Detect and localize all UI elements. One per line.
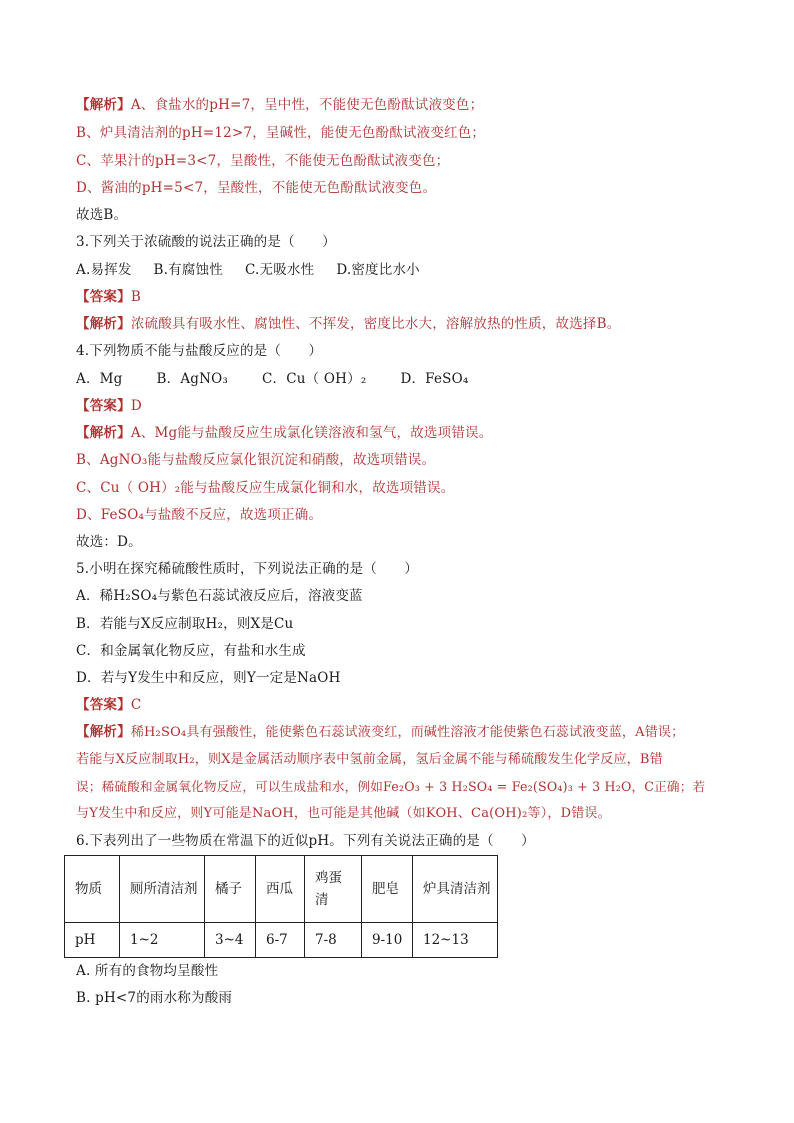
answer-tag: 【答案】 xyxy=(76,289,131,305)
table-row xyxy=(65,923,498,958)
q5-analysis-3: 误；稀硫酸和金属氧化物反应，可以生成盐和水，例如Fe₂O₃ + 3 H₂SO₄ = Fe₂(SO₄)₃ + 3 H₂O，C正确；若 xyxy=(76,779,706,794)
q3-option-d: D.密度比水小 xyxy=(336,262,420,278)
q4-option-a: A．Mg xyxy=(76,371,123,387)
q5-option-b: B．若能与X反应制取H₂，则X是Cu xyxy=(76,616,294,632)
q3-option-a: A.易挥发 xyxy=(76,262,132,278)
q4-options xyxy=(76,370,491,388)
table-cell: 9-10 xyxy=(362,923,413,958)
table-cell: 7-8 xyxy=(305,923,362,958)
q4-analysis-d: D、FeSO₄与盐酸不反应，故选项正确。 xyxy=(76,507,323,523)
table-cell: 西瓜 xyxy=(256,856,305,923)
q4-option-d: D．FeSO₄ xyxy=(400,371,469,387)
table-cell: 物质 xyxy=(65,856,120,923)
q2-analysis-d: D、酱油的pH=5<7，呈酸性，不能使无色酚酞试液变色。 xyxy=(76,180,437,196)
analysis-tag: 【解析】 xyxy=(76,724,131,740)
q4-analysis-c: C、Cu（ OH）₂能与盐酸反应生成氯化铜和水，故选项错误。 xyxy=(76,480,455,496)
q3-options xyxy=(76,261,442,279)
q2-analysis-a: 【解析】A、食盐水的pH=7，呈中性，不能使无色酚酞试液变色； xyxy=(76,97,484,113)
q5-option-c: C．和金属氧化物反应，有盐和水生成 xyxy=(76,643,306,659)
q5-option-d: D．若与Y发生中和反应，则Y一定是NaOH xyxy=(76,670,341,686)
q4-analysis-b: B、AgNO₃能与盐酸反应氯化银沉淀和硝酸，故选项错误。 xyxy=(76,452,436,468)
q3-stem: 3.下列关于浓硫酸的说法正确的是（ ） xyxy=(76,234,336,250)
table-row xyxy=(65,856,498,923)
q3-option-b: B.有腐蚀性 xyxy=(153,262,223,278)
q6-stem: 6.下表列出了一些物质在常温下的近似pH。下列有关说法正确的是（ ） xyxy=(76,833,535,849)
q3-answer: 【答案】B xyxy=(76,289,141,305)
q5-stem: 5.小明在探究稀硫酸性质时，下列说法正确的是（ ） xyxy=(76,561,419,577)
q5-analysis-2: 若能与X反应制取H₂，则X是金属活动顺序表中氢前金属，氢后金属不能与稀硫酸发生化学反应，B错 xyxy=(76,752,663,767)
table-cell: 橘子 xyxy=(205,856,256,923)
table-cell: 厕所清洁剂 xyxy=(120,856,205,923)
q5-analysis-1: 【解析】稀H₂SO₄具有强酸性，能使紫色石蕊试液变红，而碱性溶液才能使紫色石蕊试液变蓝，A错误； xyxy=(76,724,685,740)
q5-analysis-4: 与Y发生中和反应，则Y可能是NaOH，也可能是其他碱（如KOH、Ca(OH)₂等），D错误。 xyxy=(76,806,611,821)
q3-option-c: C.无吸水性 xyxy=(244,262,315,278)
q4-stem: 4.下列物质不能与盐酸反应的是（ ） xyxy=(76,343,323,359)
answer-tag: 【答案】 xyxy=(76,398,131,414)
answer-tag: 【答案】 xyxy=(76,697,131,713)
table-cell: 炉具清洁剂 xyxy=(413,856,498,923)
analysis-tag: 【解析】 xyxy=(76,425,131,441)
q3-analysis: 【解析】浓硫酸具有吸水性、腐蚀性、不挥发，密度比水大，溶解放热的性质，故选择B。 xyxy=(76,316,621,332)
table-cell: 6-7 xyxy=(256,923,305,958)
table-cell: 肥皂 xyxy=(362,856,413,923)
table-cell: pH xyxy=(65,923,120,958)
analysis-tag: 【解析】 xyxy=(76,316,131,332)
q2-analysis-b: B、炉具清洁剂的pH=12>7，呈碱性，能使无色酚酞试液变红色； xyxy=(76,125,486,141)
q6-option-b: B. pH<7的雨水称为酸雨 xyxy=(76,990,233,1006)
table-cell: 鸡蛋清 xyxy=(305,856,362,923)
q4-option-c: C．Cu（ OH）₂ xyxy=(262,371,367,387)
q4-answer: 【答案】D xyxy=(76,398,142,414)
q6-option-a: A. 所有的食物均呈酸性 xyxy=(76,963,219,979)
table-cell: 1~2 xyxy=(120,923,205,958)
analysis-tag: 【解析】 xyxy=(76,97,131,113)
table-cell: 3~4 xyxy=(205,923,256,958)
q2-conclusion: 故选B。 xyxy=(76,207,128,223)
ph-table xyxy=(64,855,498,958)
q5-answer: 【答案】C xyxy=(76,697,142,713)
q4-analysis-a: 【解析】A、Mg能与盐酸反应生成氯化镁溶液和氢气，故选项错误。 xyxy=(76,425,493,441)
q4-option-b: B．AgNO₃ xyxy=(156,371,229,387)
q5-option-a: A．稀H₂SO₄与紫色石蕊试液反应后，溶液变蓝 xyxy=(76,588,363,604)
q2-analysis-c: C、苹果汁的pH=3<7，呈酸性，不能使无色酚酞试液变色； xyxy=(76,153,450,169)
table-cell: 12~13 xyxy=(413,923,498,958)
q4-conclusion: 故选：D。 xyxy=(76,534,142,550)
